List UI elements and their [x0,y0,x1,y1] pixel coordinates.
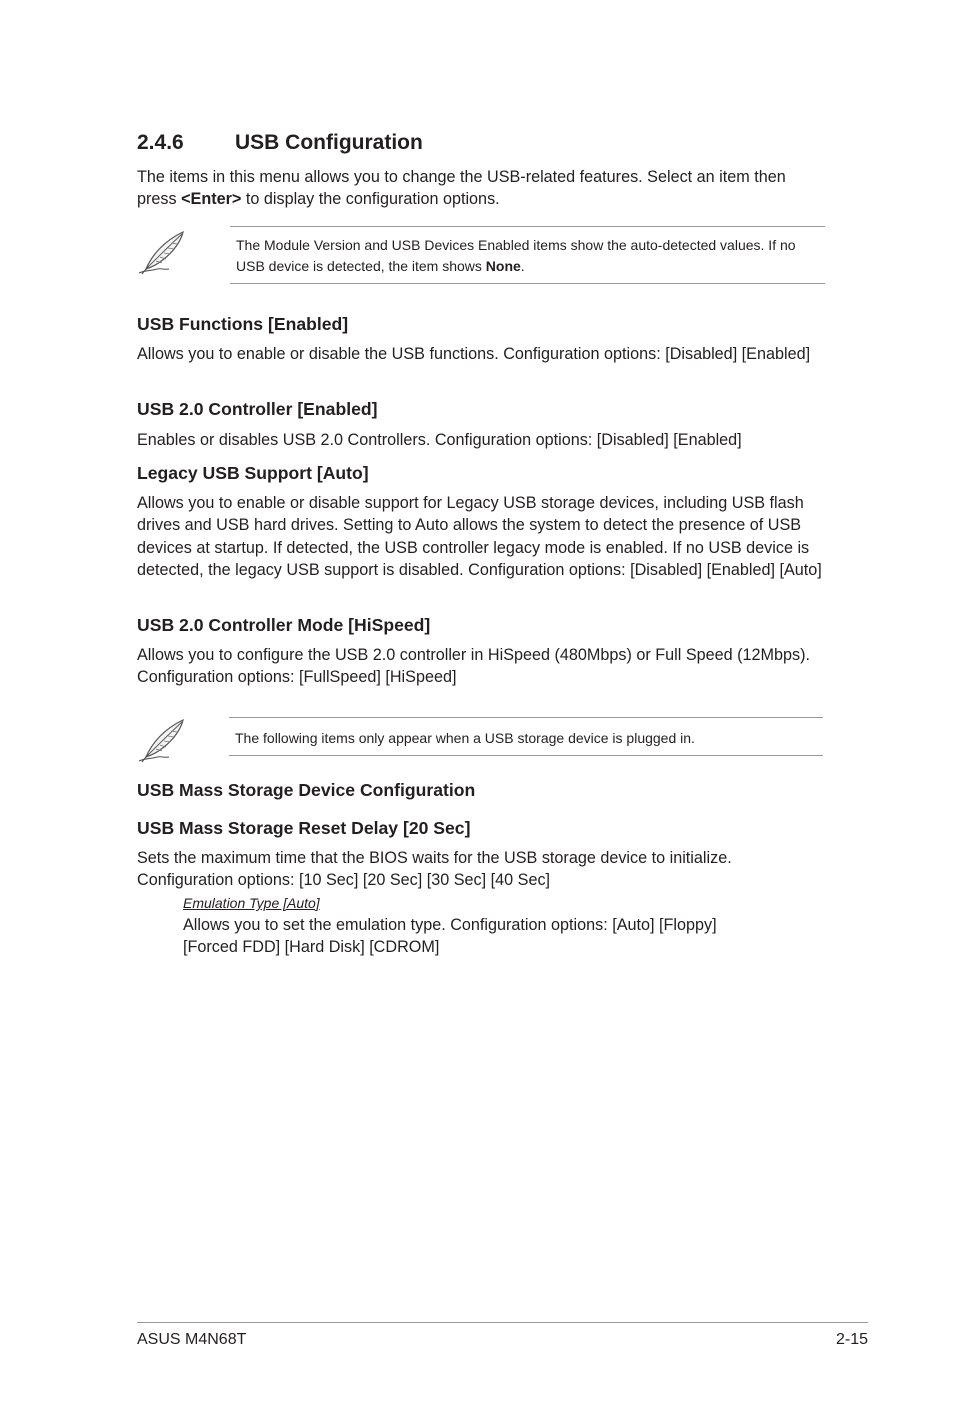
item-heading-usb2-controller: USB 2.0 Controller [Enabled] [137,399,378,419]
note2-top-rule [229,717,823,718]
intro-paragraph [137,166,822,211]
intro-text-2: to display the configuration options. [241,190,500,209]
emulation-type-label: Emulation Type [Auto] [183,895,320,911]
note1-bottom-rule [230,283,825,284]
note1-text [236,235,824,277]
footer-product-name: ASUS M4N68T [137,1331,247,1348]
emulation-type-body: Allows you to set the emulation type. Configuration options: [Auto] [Floppy] [Forced FDD] [Hard Disk] [CDROM] [183,916,717,957]
section-title [137,131,423,155]
item-heading-usb2-mode: USB 2.0 Controller Mode [HiSpeed] [137,615,431,635]
item-heading-usb-functions: USB Functions [Enabled] [137,314,349,334]
mass-storage-heading: USB Mass Storage Device Configuration [137,780,476,800]
intro-text-1: The items in this menu allows you to change the USB-related features. Select an item then press [137,168,786,209]
section-title-text: USB Configuration [235,131,423,154]
note2-text: The following items only appear when a USB storage device is plugged in. [235,730,695,746]
note1-top-rule [230,226,825,227]
pencil-note-icon [136,229,190,277]
item-body-usb2-mode: Allows you to configure the USB 2.0 controller in HiSpeed (480Mbps) or Full Speed (12Mbps). Configuration options: [FullSpeed] [HiSpeed] [137,646,811,687]
note1-text-2: . [520,258,525,274]
reset-delay-heading: USB Mass Storage Reset Delay [20 Sec] [137,818,471,838]
intro-enter-key: <Enter> [181,190,242,209]
note1-text-1: The Module Version and USB Devices Enabled items show the auto-detected values. If no USB device is detected, the item shows [236,237,796,274]
footer-rule [137,1322,868,1323]
footer-page-number: 2-15 [835,1331,868,1348]
reset-delay-body: Sets the maximum time that the BIOS waits for the USB storage device to initialize. Configuration options: [10 Sec] [20 Sec] [30 Sec] [40 Sec] [137,849,732,890]
item-body-legacy-usb: Allows you to enable or disable support for Legacy USB storage devices, including USB flash drives and USB hard drives. Setting to Auto allows the system to detect the presence of USB devices at startup. If detected, the USB controller legacy mode is enabled. If no USB device is detected, the legacy USB support is disabled. Configuration options: [Disabled] [Enabled] [Auto] [137,494,822,580]
pencil-note-icon [136,717,190,765]
item-body-usb-functions: Allows you to enable or disable the USB functions. Configuration options: [Disabled] [Enabled] [137,345,811,363]
note1-none: None [485,258,521,274]
item-body-usb2-controller: Enables or disables USB 2.0 Controllers. Configuration options: [Disabled] [Enabled] [137,431,742,449]
note2-bottom-rule [229,755,823,756]
section-number: 2.4.6 [137,131,184,154]
item-heading-legacy-usb: Legacy USB Support [Auto] [137,463,369,483]
